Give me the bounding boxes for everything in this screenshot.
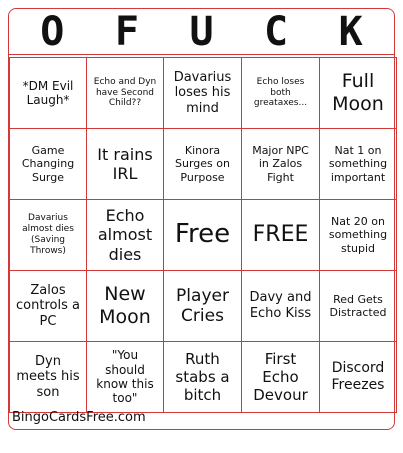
bingo-cell-r1-c3: Davarius loses his mind <box>163 57 242 129</box>
bingo-cell-r2-c1: Game Changing Surge <box>9 128 87 200</box>
bingo-cell-r5-c1: Dyn meets his son <box>9 341 87 413</box>
bingo-cell-r3-c3: Free <box>163 199 242 271</box>
bingo-cell-r4-c2: New Moon <box>86 270 164 342</box>
bingo-cell-r2-c3: Kinora Surges on Purpose <box>163 128 242 200</box>
bingo-cell-r4-c1: Zalos controls a PC <box>9 270 87 342</box>
bingo-cell-r1-c2: Echo and Dyn have Second Child?? <box>86 57 164 129</box>
header-letter-2: F <box>114 8 139 55</box>
bingo-cell-r5-c5: Discord Freezes <box>319 341 397 413</box>
header-letter-5: K <box>338 8 363 55</box>
bingo-cell-r3-c5: Nat 20 on something stupid <box>319 199 397 271</box>
bingo-cell-r4-c4: Davy and Echo Kiss <box>241 270 320 342</box>
footer-brand: BingoCardsFree.com <box>12 410 146 425</box>
bingo-header <box>9 9 394 55</box>
header-letter-3: U <box>189 8 214 55</box>
bingo-cell-r1-c5: Full Moon <box>319 57 397 129</box>
bingo-cell-r2-c4: Major NPC in Zalos Fight <box>241 128 320 200</box>
bingo-cell-r4-c5: Red Gets Distracted <box>319 270 397 342</box>
bingo-cell-r2-c5: Nat 1 on something important <box>319 128 397 200</box>
bingo-cell-r3-c2: Echo almost dies <box>86 199 164 271</box>
bingo-cell-r2-c2: It rains IRL <box>86 128 164 200</box>
bingo-cell-r4-c3: Player Cries <box>163 270 242 342</box>
header-letter-4: C <box>264 8 289 55</box>
header-letter-1: O <box>40 8 65 55</box>
bingo-cell-r5-c2: "You should know this too" <box>86 341 164 413</box>
bingo-cell-r1-c1: *DM Evil Laugh* <box>9 57 87 129</box>
bingo-cell-r5-c4: First Echo Devour <box>241 341 320 413</box>
bingo-cell-r3-c4: FREE <box>241 199 320 271</box>
bingo-cell-r5-c3: Ruth stabs a bitch <box>163 341 242 413</box>
bingo-cell-r1-c4: Echo loses both greataxes... <box>241 57 320 129</box>
bingo-grid <box>9 57 397 419</box>
bingo-cell-r3-c1: Davarius almost dies (Saving Throws) <box>9 199 87 271</box>
bingo-card <box>8 8 395 430</box>
